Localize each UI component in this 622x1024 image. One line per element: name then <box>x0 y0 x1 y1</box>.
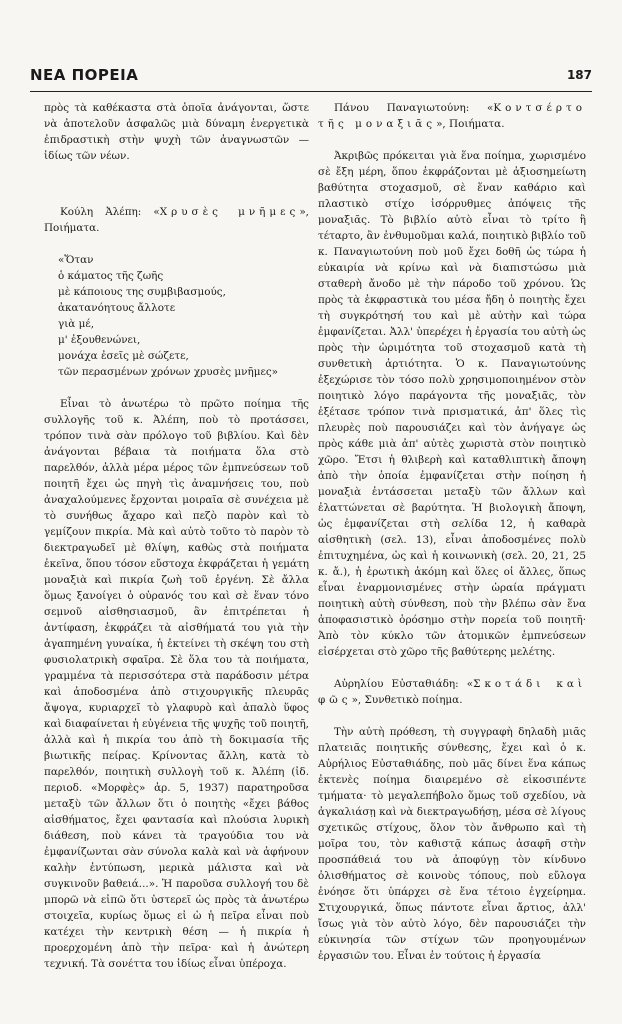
book-title: Χρυσὲς μνῆμες <box>159 206 300 218</box>
book-title: Κοντσέρτο τῆς μοναξιᾶς <box>318 102 586 130</box>
intro-paragraph: πρὸς τὰ καθέκαστα στὰ ὁποῖα ἀνάγονται, ὥστε νὰ ἀποτελοῦν ἀσφαλῶς μιὰ δύναμη ἐνεργετικὰ ἐπιδραστικὴ στὴν ψυχὴ τῶν ἀναγνωστῶν — ἰδίως τῶν νέων. <box>44 102 309 162</box>
review-body-alepi: Εἶναι τὸ ἀνωτέρω τὸ πρῶτο ποίημα τῆς συλλογῆς τοῦ κ. Ἀλέπη, ποὺ τὸ προτάσσει, τρόπον τινὰ σὰν πρόλογο τοῦ βιβλίου. Καὶ δὲν ἀνάγονται βέβαια τὰ ποιήματα ὅλα στὸ παρελθόν, ἀλλὰ μέρα μέρος τῶν ἐμπνεύσεων τοῦ ποιητῆ ἔχει ὡς πηγὴ τὶς ἀναμνήσεις του, ποὺ ἀναχαλούμενες ἔρχονται μοιραῖα σὲ συνέχεια μὲ τὸ συνήθως ἄχαρο καὶ πεζὸ παρὸν καὶ τὸ γεμίζουν πικρία. Μὰ καὶ αὐτὸ τοῦτο τὸ παρὸν τὸ διεκτραγωδεῖ μὲ θλίψη, καθὼς στὰ ποιήματα ἐκεῖνα, ὅπου τόσον εὔστοχα ἐκφράζεται ἡ γεμάτη μοναξιὰ καὶ πικρία ζωὴ τοῦ ἐργένη. Σὲ ἄλλα ὅμως ξανοίγει ὁ οὐρανός του καὶ σὲ ἕναν τόνο σεμνοῦ αἰσθησιασμοῦ, ἂν ἐπιτρέπεται ἡ ἀντίφαση, ἐκφράζει τὰ αἰσθήματά του γιὰ τὴν ἀγαπημένη γυναίκα, ἡ ἐκτείνει τὴ σκέψη του στὴ φυσιολατρικὴ σφαῖρα. Σὲ ὅλα του τὰ ποιήματα, γραμμένα τὰ περισσότερα στὰ παράδοσιν μέτρα καὶ ἀποδοσμένα ἀπὸ στιχουργικῆς πλευρᾶς ἄψογα, κυριαρχεῖ τὸ γλαφυρὸ καὶ ἁπαλὸ ὕφος καὶ διαφαίνεται ἡ εὐγένεια τῆς ψυχῆς τοῦ ποιητῆ, ἀλλὰ καὶ ἡ πικρία του ἀπὸ τὴ δοκιμασία τῆς βιωτικῆς πείρας. Κρίνοντας ἄλλη, κατὰ τὸ παρελθόν, ποιητικὴ συλλογὴ τοῦ κ. Ἀλέπη (ἰδ. περιοδ. «Μορφὲς» ἀρ. 5, 1937) παρατηροῦσα μεταξὺ τῶν ἄλλων ὅτι ὁ ποιητὴς «ἔχει βάθος αἰσθήματος, ἔχει φαντασία καὶ πλούσια λυρικὴ διάθεση, ποὺ κάνει τὰ τραγούδια του νὰ ἐμφανίζωνται σὰν σύνολα καλὰ καὶ νὰ ἀφήνουν καλὴν ἐντύπωση, μερικὰ μάλιστα καὶ νὰ συγκινοῦν βαθειά...». Ἡ παροῦσα συλλογή του δὲ μπορῶ νὰ εἰπῶ ὅτι ὑστερεῖ ὡς πρὸς τὰ ἀνωτέρω στοιχεῖα, κυρίως ὅμως εἰ ὡ ἡ πεῖρα εἶναι ποὺ κατέχει τὴν κεντρικὴ θέση — ἡ πικρία ἡ προερχομένη ἀπὸ τὴν πεῖρα· καὶ ἡ ἀνώτερη τεχνική. Τὰ σονέττα του ἰδίως εἶναι ὑπέροχα. <box>44 398 309 970</box>
review-body-efstathiadi: Τὴν αὐτὴ πρόθεση, τὴ συγγραφὴ δηλαδὴ μιᾶς πλατειᾶς ποιητικῆς σύνθεσης, ἔχει καὶ ὁ κ. Αὐρήλιος Εὐσταθιάδης, ποὺ μᾶς δίνει ἕνα κάπως ἐκτενὲς ποίημα διαιρεμένο σὲ εἰκοσιπέντε τμήματα· τὸ μεγαλεπήβολο ὅμως τοῦ σχεδίου, νὰ ἀγκαλιάσῃ καὶ νὰ διεκτραγωδήσῃ, μέσα σὲ λίγους σχετικῶς στίχους, ὅλον τὸν ἄνθρωπο καὶ τὴ μοῖρα του, τὸν καθιστᾷ κάπως ἀσαφῆ στὴν προσπάθειά του νὰ ἀποφύγῃ τὸν κίνδυνο ὀλισθήματος σὲ κοινοὺς τόπους, ποὺ εὔλογα ἐνόησε ὅτι ὑπάρχει σὲ ἕνα τέτοιο ἐγχείρημα. Στιχουργικά, ὅπως πάντοτε εἶναι ἄρτιος, ἀλλ' ἴσως γιὰ τὸν αὐτὸ λόγο, δὲν παρουσιάζει τὴν εὐκινησία τῶν στίχων τῶν προηγουμένων ἐργασιῶν του. Εἶναι ἐν τούτοις ἡ ἐργασία <box>318 726 586 962</box>
poem-line: μονάχα ἐσεῖς μὲ σώζετε, <box>58 350 189 362</box>
review-genre: », Ποιήματα. <box>436 118 505 130</box>
poem-line: ἀκατανόητους ἄλλοτε <box>58 302 176 314</box>
right-column <box>318 100 586 964</box>
journal-title: ΝΕΑ ΠΟΡΕΙΑ <box>30 66 139 84</box>
page-header <box>30 66 592 88</box>
header-rule <box>30 91 592 92</box>
book-title: Σκοτάδι καὶ φῶς <box>318 678 586 706</box>
review-author: Πάνου Παναγιωτούνη: « <box>334 102 494 114</box>
review-genre: », Ποιήματα. <box>44 206 309 234</box>
poem-line: γιὰ μέ, <box>58 318 95 330</box>
page-number: 187 <box>566 68 592 82</box>
left-column <box>44 100 309 972</box>
review-heading-panagiotouni <box>318 100 586 132</box>
review-genre: », Συνθετικὸ ποίημα. <box>351 694 463 706</box>
poem-line: «Ὅταν <box>58 254 94 266</box>
review-heading-alepi <box>44 204 309 236</box>
poem-line: μὲ κάποιους της συμβιβασμούς, <box>58 286 226 298</box>
review-heading-efstathiadi <box>318 676 586 708</box>
review-author: Κούλη Ἀλέπη: « <box>60 206 160 218</box>
review-body-panagiotouni: Ἀκριβῶς πρόκειται γιὰ ἕνα ποίημα, χωρισμένο σὲ ἔξη μέρη, ὅπου ἐκφράζονται μὲ ἀξιοσημείωτη βαθύτητα στοχασμοῦ, σὲ ἕναν καθάριο καὶ πλαστικὸ στίχο ἰσόρρυθμες ἀπόψεις τῆς μοναξιᾶς. Τὸ βιβλίο αὐτὸ εἶναι τὸ τρίτο ἢ τέταρτο, ἂν ἐνθυμοῦμαι καλά, ποιητικὸ βιβλίο τοῦ κ. Παναγιωτούνη ποὺ μοῦ ἔχει δοθῆ ὡς τώρα ἡ εὐκαιρία νὰ κρίνω καὶ νὰ διαπιστώσω μιὰ σταθερὴ ἄνοδο μὲ τὴν πάροδο τοῦ χρόνου. Ὡς πρὸς τὰ ἐκφραστικὰ του μέσα ἤδη ὁ ποιητὴς ἔχει τὴ συγκρότησή του καὶ μὲ αὐτὴν καὶ τώρα ἐμφανίζεται. Ἀλλ' ὑπερέχει ἡ ἐργασία του αὐτὴ ὡς πρὸς τὴν ὡριμότητα τοῦ στοχασμοῦ κατὰ τὴ συνθετικὴ ἀρτιότητα. Ὁ κ. Παναγιωτούνης ἐξεχώρισε τὸν τόσο πολὺ χρησιμοποιημένον στὸν ποιητικὸ λόγο παράγοντα τῆς μοναξιᾶς, τὸν ἐξέτασε τρόπον τινὰ πρισματικά, ἀπ' ὅλες τὶς πλευρὲς ποὺ παρουσιάζει καὶ τὸν ἀνήγαγε ὡς πρὸς κάθε μιὰ ἀπ' αὐτὲς χωριστὰ στὸν ποιητικὸ χῶρο. Ἔτσι ἡ θλιβερὴ καὶ καταθλιπτικὴ ἄποψη ἀπὸ τὴν ὁποία ἐμφανίζεται στὴν ποίηση ἡ μοναξιὰ ἐντάσσεται μεταξὺ τῶν ἄλλων καὶ ἐλαττώνεται σὲ βαρύτητα. Ἡ βιολογικὴ ἄποψη, ὡς ἐμφανίζεται στὴ σελίδα 12, ἡ καθαρὰ αἰσθητικὴ (σελ. 13), εἶναι ἀποδοσμένες πολὺ ἐπιτυχημένα, ὡς καὶ ἡ κοινωνικὴ (σελ. 20, 21, 25 κ. ἄ.), ἡ ἐρωτικὴ ἀκόμη καὶ ὅλες οἱ ἄλλες, ὅπως εἶναι ἐναρμονισμένες στὴν ὡραία πράγματι ποιητικὴ αὐτὴ σύνθεση, ποὺ τὴν βλέπω σὰν ἕνα ἀποφασιστικὸ ὁρόσημο στὴν πορεία τοῦ ποιητῆ· Ἀπὸ τὸν κύκλο τῶν ἀτομικῶν ἐμπνεύσεων εἰσέρχεται στὸ χῶρο τῆς βαθύτερης μελέτης. <box>318 150 586 658</box>
review-author: Αὐρηλίου Εὐσταθιάδη: « <box>334 678 474 690</box>
poem-quote <box>44 252 309 380</box>
poem-line: μ' ἐξουθενώνει, <box>58 334 141 346</box>
poem-line: τῶν περασμένων χρόνων χρυσὲς μνῆμες» <box>58 366 279 378</box>
poem-line: ὁ κάματος τῆς ζωῆς <box>58 270 164 282</box>
